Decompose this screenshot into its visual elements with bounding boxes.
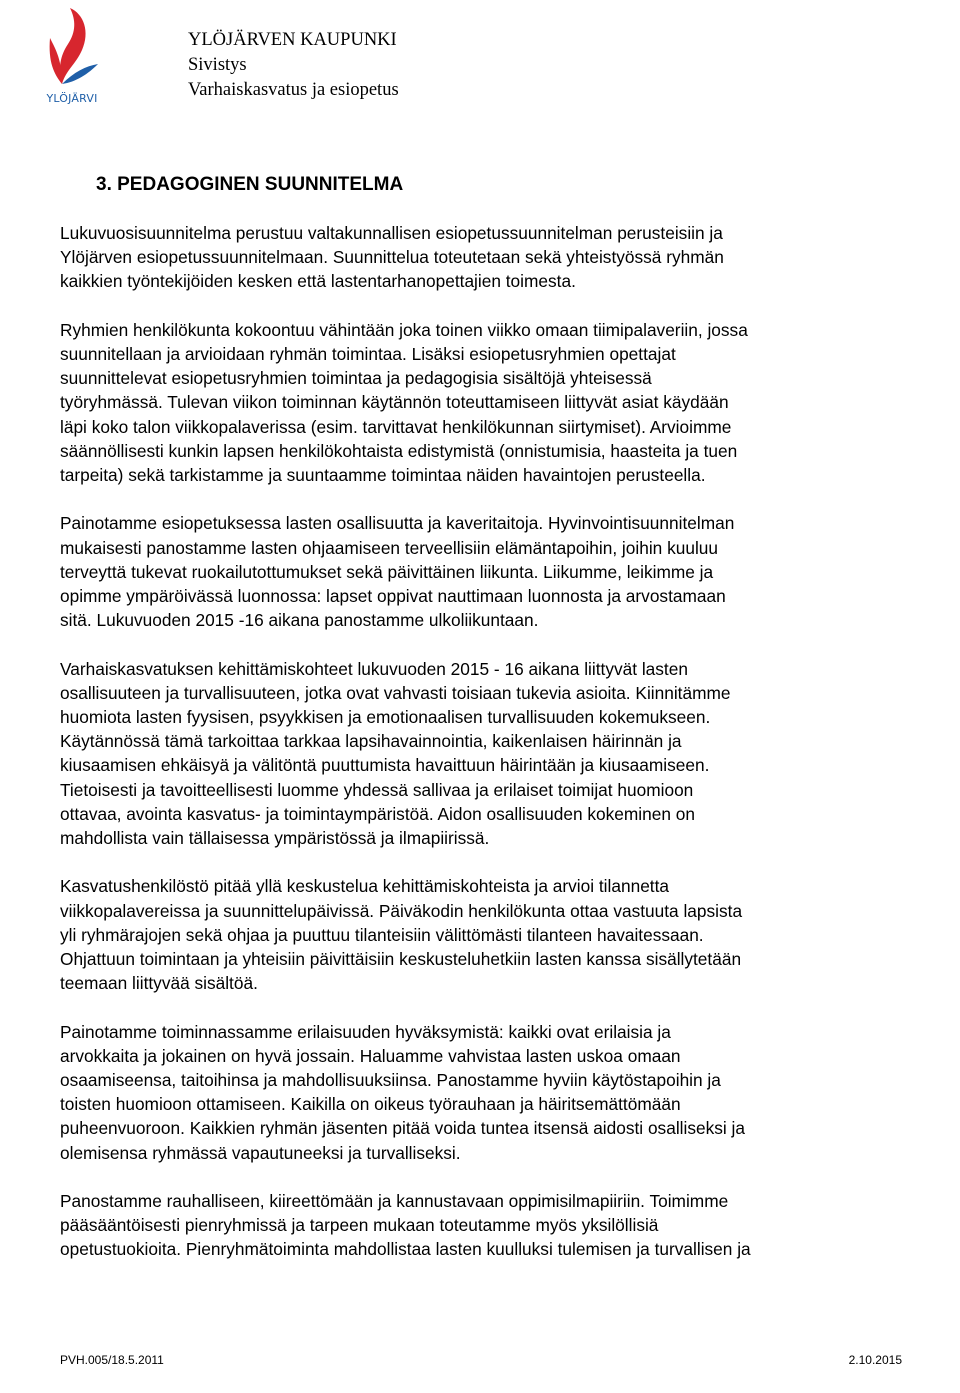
- text-line: pääsääntöisesti pienryhmissä ja tarpeen mukaan toteutamme myös yksilöllisiä: [60, 1215, 659, 1236]
- footer-date: 2.10.2015: [848, 1353, 902, 1367]
- text-line: Ohjattuun toimintaan ja yhteisiin päivittäisiin keskusteluhetkiin lasten kanssa sisällytetään: [60, 949, 742, 970]
- text-line: terveyttä tukevat ruokailutottumukset sekä päivittäinen liikunta. Liikumme, leikimme ja: [60, 561, 714, 582]
- text-line: Lukuvuosisuunnitelma perustuu valtakunnallisen esiopetussuunnitelman perusteisiin ja: [60, 223, 723, 243]
- section-heading: 3. PEDAGOGINEN SUUNNITELMA: [96, 174, 404, 195]
- text-line: toisten huomioon ottamiseen. Kaikilla on oikeus työrauhaan ja häiritsemättömään: [60, 1094, 681, 1115]
- text-line: suunnittelevat esiopetusryhmien toimintaa ja pedagogisia sisältöjä yhteisessä: [60, 368, 652, 389]
- document-body: [60, 221, 910, 1286]
- text-line: sitä. Lukuvuoden 2015 -16 aikana panostamme ulkoliikuntaan.: [60, 610, 539, 631]
- text-line: säännöllisesti kunkin lapsen henkilökohtaista edistymistä (onnistumisia, haasteita ja tuen: [60, 440, 738, 461]
- city-logo: [40, 4, 104, 108]
- text-line: Painotamme toiminnassamme erilaisuuden hyväksymistä: kaikki ovat erilaisia ja: [60, 1021, 671, 1042]
- text-line: Tietoisesti ja tavoitteellisesti luomme yhdessä sallivaa ja erilaiset toimijat huomioon: [60, 779, 694, 800]
- text-line: huomiota lasten fyysisen, psyykkisen ja emotionaalisen turvallisuuden kokemukseen.: [60, 707, 711, 728]
- ylojarvi-logo-icon: [40, 4, 104, 92]
- paragraph-5: [60, 874, 910, 995]
- text-line: teemaan liittyvää sisältöä.: [60, 973, 258, 994]
- text-line: Kasvatushenkilöstö pitää yllä keskustelua kehittämiskohteista ja arvioi tilannetta: [60, 876, 670, 897]
- text-line: tarpeita) sekä tarkistamme ja suuntaamme toimintaa näiden havaintojen perusteella.: [60, 465, 706, 486]
- paragraph-4: [60, 657, 910, 851]
- text-line: opetustuokioita. Pienryhmätoiminta mahdollistaa lasten kuulluksi tulemisen ja turvallisen ja: [60, 1239, 751, 1260]
- text-line: osaamiseensa, taitoihinsa ja mahdollisuuksiinsa. Panostamme hyviin käytöstapoihin ja: [60, 1070, 721, 1091]
- text-line: puheenvuoroon. Kaikkien ryhmän jäsenten pitää voida tuntea itsensä aidosti osalliseksi ja: [60, 1118, 745, 1139]
- text-line: olemisensa ryhmässä vapautuneeksi ja turvalliseksi.: [60, 1142, 461, 1163]
- paragraph-1: [60, 221, 910, 294]
- text-line: suunnitellaan ja arvioidaan ryhmän toimintaa. Lisäksi esiopetusryhmien opettajat: [60, 344, 676, 364]
- text-line: työryhmässä. Tulevan viikon toiminnan käytännön toteuttamiseen liittyvät asiat käydään: [60, 392, 729, 413]
- text-line: Ylöjärven esiopetussuunnitelmaan. Suunnittelua toteutetaan sekä yhteistyössä ryhmän: [60, 247, 724, 268]
- text-line: mukaisesti panostamme lasten ohjaamiseen terveellisiin elämäntapoihin, joihin kuuluu: [60, 537, 719, 558]
- text-line: Ryhmien henkilökunta kokoontuu vähintään joka toinen viikko omaan tiimipalaveriin, jossa: [60, 319, 748, 340]
- text-line: läpi koko talon viikkopalaverissa (esim. tarvittavat henkilökunnan siirtymiset). Arvioimme: [60, 416, 732, 437]
- text-line: Varhaiskasvatuksen kehittämiskohteet lukuvuoden 2015 - 16 aikana liittyvät lasten: [60, 658, 688, 679]
- paragraph-6: [60, 1020, 910, 1165]
- text-line: Panostamme rauhalliseen, kiireettömään ja kannustavaan oppimisilmapiiriin. Toimimme: [60, 1191, 729, 1212]
- text-line: Käytännössä tämä tarkoittaa tarkkaa lapsihavainnointia, kaikenlaisen häirinnän ja: [60, 731, 682, 752]
- text-line: kiusaamisen ehkäisyä ja välitöntä puuttumista havaittuun häirintään ja kiusaamiseen.: [60, 755, 710, 776]
- text-line: opimme ympäröivässä luonnossa: lapset oppivat nauttimaan luonnosta ja arvostamaan: [60, 586, 726, 607]
- text-line: osallisuuteen ja turvallisuuteen, jotka ovat vahvasti toisiaan tukevia asioita. Kiinnitämme: [60, 682, 731, 703]
- logo-wordmark: YLÖJÄRVI: [46, 92, 98, 105]
- letterhead: [188, 28, 399, 103]
- text-line: Painotamme esiopetuksessa lasten osallisuutta ja kaveritaitoja. Hyvinvointisuunnitelman: [60, 513, 735, 534]
- paragraph-7: [60, 1189, 910, 1262]
- organization-name: YLÖJÄRVEN KAUPUNKI: [188, 30, 397, 50]
- text-line: mahdollista vain tällaisessa ympäristössä ja ilmapiirissä.: [60, 828, 490, 849]
- unit-name: Varhaiskasvatus ja esiopetus: [188, 80, 399, 100]
- text-line: yli ryhmärajojen sekä ohjaa ja puuttuu tilanteisiin välittömästi tilanteen havaitessaan.: [60, 924, 704, 945]
- paragraph-2: [60, 318, 910, 487]
- text-line: viikkopalavereissa ja suunnittelupäivissä. Päiväkodin henkilökunta ottaa vastuuta lapsista: [60, 900, 743, 921]
- footer-document-code: PVH.005/18.5.2011: [60, 1353, 164, 1367]
- text-line: arvokkaita ja jokainen on hyvä jossain. Haluamme vahvistaa lasten uskoa omaan: [60, 1045, 681, 1066]
- text-line: ottavaa, avointa kasvatus- ja toimintaympäristöä. Aidon osallisuuden kokeminen on: [60, 803, 695, 824]
- department-name: Sivistys: [188, 55, 247, 75]
- text-line: kaikkien työntekijöiden kesken että lastentarhanopettajien toimesta.: [60, 271, 576, 292]
- paragraph-3: [60, 511, 910, 632]
